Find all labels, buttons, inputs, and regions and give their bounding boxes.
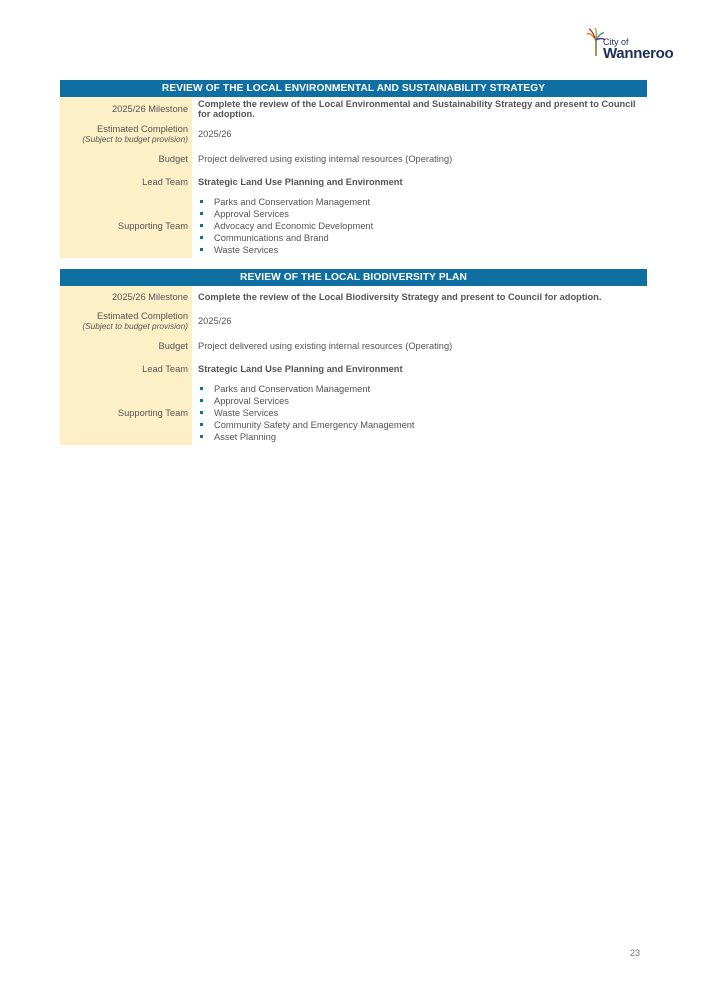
completion-label-cell — [60, 308, 192, 334]
completion-label: Estimated Completion — [97, 311, 188, 321]
supporting-team-cell — [192, 194, 647, 258]
supporting-team-list — [198, 194, 647, 258]
lead-team-label: Lead Team — [60, 357, 192, 381]
list-item: Communications and Brand — [198, 232, 647, 244]
milestone-value: Complete the review of the Local Environmental and Sustainability Strategy and present to Council for adoption. — [198, 99, 636, 119]
lead-team-label: Lead Team — [60, 170, 192, 194]
section-title: REVIEW OF THE LOCAL ENVIRONMENTAL AND SUSTAINABILITY STRATEGY — [60, 80, 647, 97]
list-item: Asset Planning — [198, 431, 647, 443]
list-item: Waste Services — [198, 407, 647, 419]
section-biodiversity-plan — [60, 269, 647, 445]
milestone-label: 2025/26 Milestone — [60, 97, 192, 121]
list-item: Advocacy and Economic Development — [198, 220, 647, 232]
city-of-wanneroo-logo — [586, 28, 676, 64]
milestone-label: 2025/26 Milestone — [60, 286, 192, 308]
budget-label: Budget — [60, 334, 192, 357]
logo-line2: Wanneroo — [603, 45, 674, 62]
page-number: 23 — [630, 948, 641, 958]
completion-value: 2025/26 — [198, 316, 232, 326]
list-item: Waste Services — [198, 244, 647, 256]
section-environmental-strategy — [60, 80, 647, 258]
supporting-team-label: Supporting Team — [60, 381, 192, 445]
list-item: Community Safety and Emergency Management — [198, 419, 647, 431]
list-item: Parks and Conservation Management — [198, 196, 647, 208]
supporting-team-cell — [192, 381, 647, 445]
list-item: Approval Services — [198, 208, 647, 220]
completion-sub: (Subject to budget provision) — [82, 134, 188, 144]
completion-sub: (Subject to budget provision) — [82, 321, 188, 331]
completion-label-cell — [60, 121, 192, 147]
milestone-value: Complete the review of the Local Biodiversity Strategy and present to Council for adoption. — [198, 292, 602, 302]
section-title: REVIEW OF THE LOCAL BIODIVERSITY PLAN — [60, 269, 647, 286]
completion-label: Estimated Completion — [97, 124, 188, 134]
budget-label: Budget — [60, 147, 192, 170]
logo-line1: City of — [603, 37, 629, 47]
supporting-team-label: Supporting Team — [60, 194, 192, 258]
list-item: Approval Services — [198, 395, 647, 407]
list-item: Parks and Conservation Management — [198, 383, 647, 395]
completion-value: 2025/26 — [198, 129, 232, 139]
lead-team-value: Strategic Land Use Planning and Environment — [198, 177, 403, 187]
supporting-team-list — [198, 381, 647, 445]
budget-value: Project delivered using existing internal resources (Operating) — [198, 153, 453, 164]
budget-value: Project delivered using existing internal resources (Operating) — [198, 340, 453, 351]
lead-team-value: Strategic Land Use Planning and Environment — [198, 364, 403, 374]
